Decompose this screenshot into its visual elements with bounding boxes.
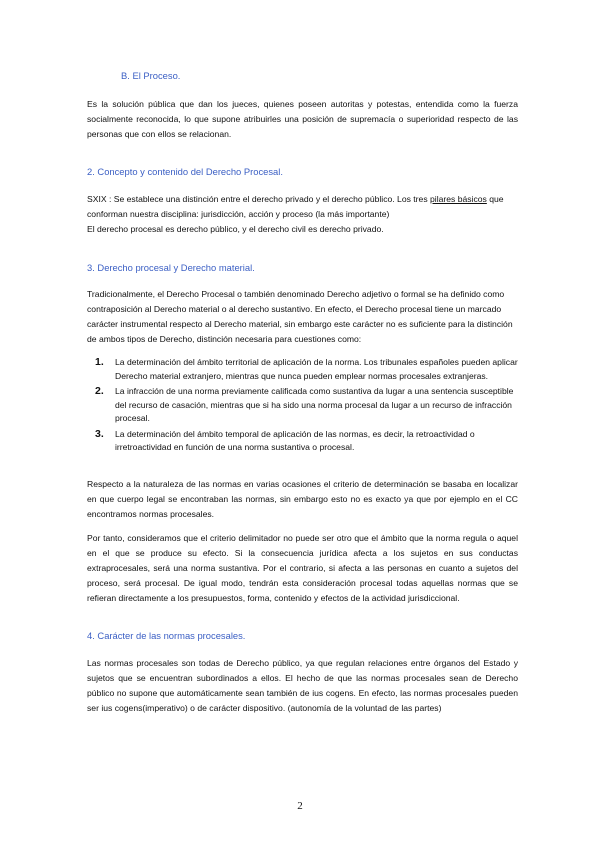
numbered-list [95, 356, 518, 457]
paragraph-section-4: Las normas procesales son todas de Derecho público, ya que regulan relaciones entre órganos del Estado y sujetos que se encuentran subordinados a ellos. El hecho de que las normas procesales sean de Derecho público no supone que automáticamente sean también de ius cogens. En efecto, las normas procesales pueden ser ius cogens(imperativo) o de carácter dispositivo. (autonomía de la voluntad de las partes) [87, 658, 518, 713]
heading-section-3: 3. Derecho procesal y Derecho material. [87, 262, 255, 273]
section-2-second-line: El derecho procesal es derecho público, y el derecho civil es derecho privado. [87, 224, 384, 234]
list-item [95, 356, 518, 383]
list-item [95, 385, 518, 426]
list-item-text: La infracción de una norma previamente calificada como sustantiva da lugar a una sentencia susceptible del recurso de casación, mientras que si ha sido una norma procesal da lugar a un recurso de infracción procesal. [115, 386, 514, 423]
heading-section-4: 4. Carácter de las normas procesales. [87, 630, 246, 641]
page-number: 2 [297, 800, 303, 812]
underlined-pilares-basicos: pilares básicos [430, 194, 487, 204]
heading-section-2: 2. Concepto y contenido del Derecho Procesal. [87, 166, 283, 177]
paragraph-section-b: Es la solución pública que dan los jueces, quienes poseen autoritas y potestas, entendida como la fuerza socialmente reconocida, lo que supone atribuirles una posición de supremacía o superioridad respecto de las personas que con ellos se relacionan. [87, 99, 518, 139]
list-item [95, 428, 518, 455]
list-number: 1. [95, 356, 104, 368]
section-2-text-start: SXIX : Se establece una distinción entre el derecho privado y el derecho público. Los tres [87, 194, 430, 204]
section-2-text-end: que conforman nuestra disciplina: jurisdicción, acción y proceso (la más importante) [87, 194, 504, 219]
paragraph-section-3-naturaleza: Respecto a la naturaleza de las normas en varias ocasiones el criterio de determinación se basaba en localizar en que cuerpo legal se encontraban las normas, sin embargo esto no es exacto ya que por ejemplo en el CC encontramos normas procesales. [87, 479, 518, 519]
paragraph-section-2 [87, 192, 518, 237]
list-item-text: La determinación del ámbito temporal de aplicación de las normas, es decir, la retroactividad o irretroactividad en función de una norma sustantiva o procesal. [115, 428, 475, 452]
list-number: 2. [95, 385, 104, 397]
paragraph-section-3-criterio: Por tanto, consideramos que el criterio delimitador no puede ser otro que el ámbito que la norma regula o aquel en el que se produce su efecto. Si la consecuencia jurídica afecta a los sujetos en sus conductas extraprocesales, será una norma sustantiva. Por el contrario, si afecta a las personas en cuanto a sujetos del proceso, será procesal. De igual modo, tendrán esta consideración procesal todas aquellas normas que se refieran directamente a los presupuestos, forma, contenido y efectos de la actividad jurisdiccional. [87, 533, 518, 603]
heading-section-b: B. El Proceso. [121, 70, 181, 81]
list-item-text: La determinación del ámbito territorial de aplicación de la norma. Los tribunales españoles pueden aplicar Derecho material extranjero, mientras que nunca pueden emplear normas procesales extranjeras. [115, 357, 518, 381]
list-number: 3. [95, 427, 104, 440]
paragraph-section-3-intro: Tradicionalmente, el Derecho Procesal o también denominado Derecho adjetivo o formal se ha definido como contraposición al Derecho material o al derecho sustantivo. En efecto, el Derecho procesal tiene un marcado carácter instrumental respecto al Derecho material, sin embargo este carácter no es suficiente para la distinción de ambos tipos de Derecho, distinción necesaria para cuestiones como: [87, 289, 513, 344]
